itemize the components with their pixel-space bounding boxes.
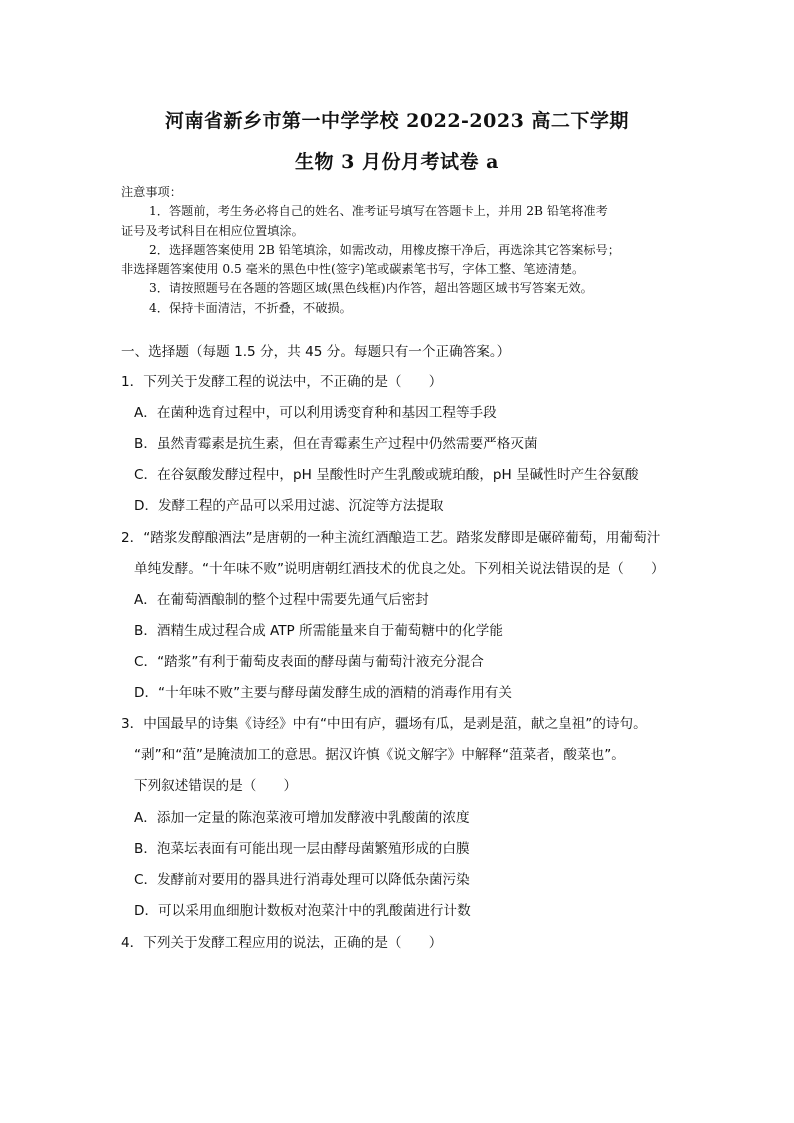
note-line: 1．答题前，考生务必将自己的姓名、准考证号填写在答题卡上，并用 2B 铅笔将准考 bbox=[149, 204, 608, 219]
option-c: C．在谷氨酸发酵过程中，pH 呈酸性时产生乳酸或琥珀酸，pH 呈碱性时产生谷氨酸 bbox=[134, 467, 639, 483]
question-stem-cont: 单纯发酵。“十年味不败”说明唐朝红酒技术的优良之处。下列相关说法错误的是（ ） bbox=[134, 561, 665, 577]
option-a: A．在葡萄酒酿制的整个过程中需要先通气后密封 bbox=[134, 592, 429, 608]
note-line: 2．选择题答案使用 2B 铅笔填涂，如需改动，用橡皮擦干净后，再选涂其它答案标号； bbox=[149, 242, 620, 257]
question-stem: 2．“踏浆发醇酿酒法”是唐朝的一种主流红酒酿造工艺。踏浆发酵即是碾碎葡萄，用葡萄汁 bbox=[121, 530, 661, 546]
note-line: 4．保持卡面清洁，不折叠，不破损。 bbox=[149, 300, 352, 315]
option-d: D．发酵工程的产品可以采用过滤、沉淀等方法提取 bbox=[134, 498, 444, 514]
option-d: D．“十年味不败”主要与酵母菌发酵生成的酒精的消毒作用有关 bbox=[134, 685, 512, 701]
note-line: 证号及考试科目在相应位置填涂。 bbox=[121, 223, 304, 238]
note-line: 3．请按照题号在各题的答题区域(黑色线框)内作答，超出答题区域书写答案无效。 bbox=[149, 281, 593, 296]
question-stem-cont: “剥”和“菹”是腌渍加工的意思。据汉许慎《说文解字》中解释“菹菜者，酸菜也”。 bbox=[134, 747, 625, 763]
option-b: B．泡菜坛表面有可能出现一层由酵母菌繁殖形成的白膜 bbox=[134, 841, 470, 857]
notes-heading: 注意事项： bbox=[121, 185, 182, 199]
exam-title: 河南省新乡市第一中学学校 2022-2023 高二下学期 bbox=[165, 110, 629, 132]
question-stem: 4．下列关于发酵工程应用的说法，正确的是（ ） bbox=[121, 935, 443, 951]
section-heading: 一、选择题（每题 1.5 分，共 45 分。每题只有一个正确答案。） bbox=[121, 344, 511, 360]
note-line: 非选择题答案使用 0.5 毫米的黑色中性(签字)笔或碳素笔书写，字体工整、笔迹清楚。 bbox=[121, 262, 585, 277]
option-d: D．可以采用血细胞计数板对泡菜汁中的乳酸菌进行计数 bbox=[134, 903, 471, 919]
option-c: C．“踏浆”有利于葡萄皮表面的酵母菌与葡萄汁液充分混合 bbox=[134, 654, 484, 670]
notes-block bbox=[121, 183, 681, 318]
question-stem-cont: 下列叙述错误的是（ ） bbox=[134, 778, 298, 794]
option-a: A．在菌种选育过程中，可以利用诱变育种和基因工程等手段 bbox=[134, 405, 497, 421]
option-c: C．发酵前对要用的器具进行消毒处理可以降低杂菌污染 bbox=[134, 872, 470, 888]
exam-subtitle: 生物 3 月份月考试卷 a bbox=[295, 151, 499, 173]
option-b: B．虽然青霉素是抗生素，但在青霉素生产过程中仍然需要严格灭菌 bbox=[134, 436, 538, 452]
option-a: A．添加一定量的陈泡菜液可增加发酵液中乳酸菌的浓度 bbox=[134, 810, 470, 826]
question-stem: 3．中国最早的诗集《诗经》中有“中田有庐，疆场有瓜，是剥是菹，献之皇祖”的诗句。 bbox=[121, 716, 647, 732]
question-stem: 1．下列关于发酵工程的说法中，不正确的是（ ） bbox=[121, 374, 443, 390]
option-b: B．酒精生成过程合成 ATP 所需能量来自于葡萄糖中的化学能 bbox=[134, 623, 503, 639]
